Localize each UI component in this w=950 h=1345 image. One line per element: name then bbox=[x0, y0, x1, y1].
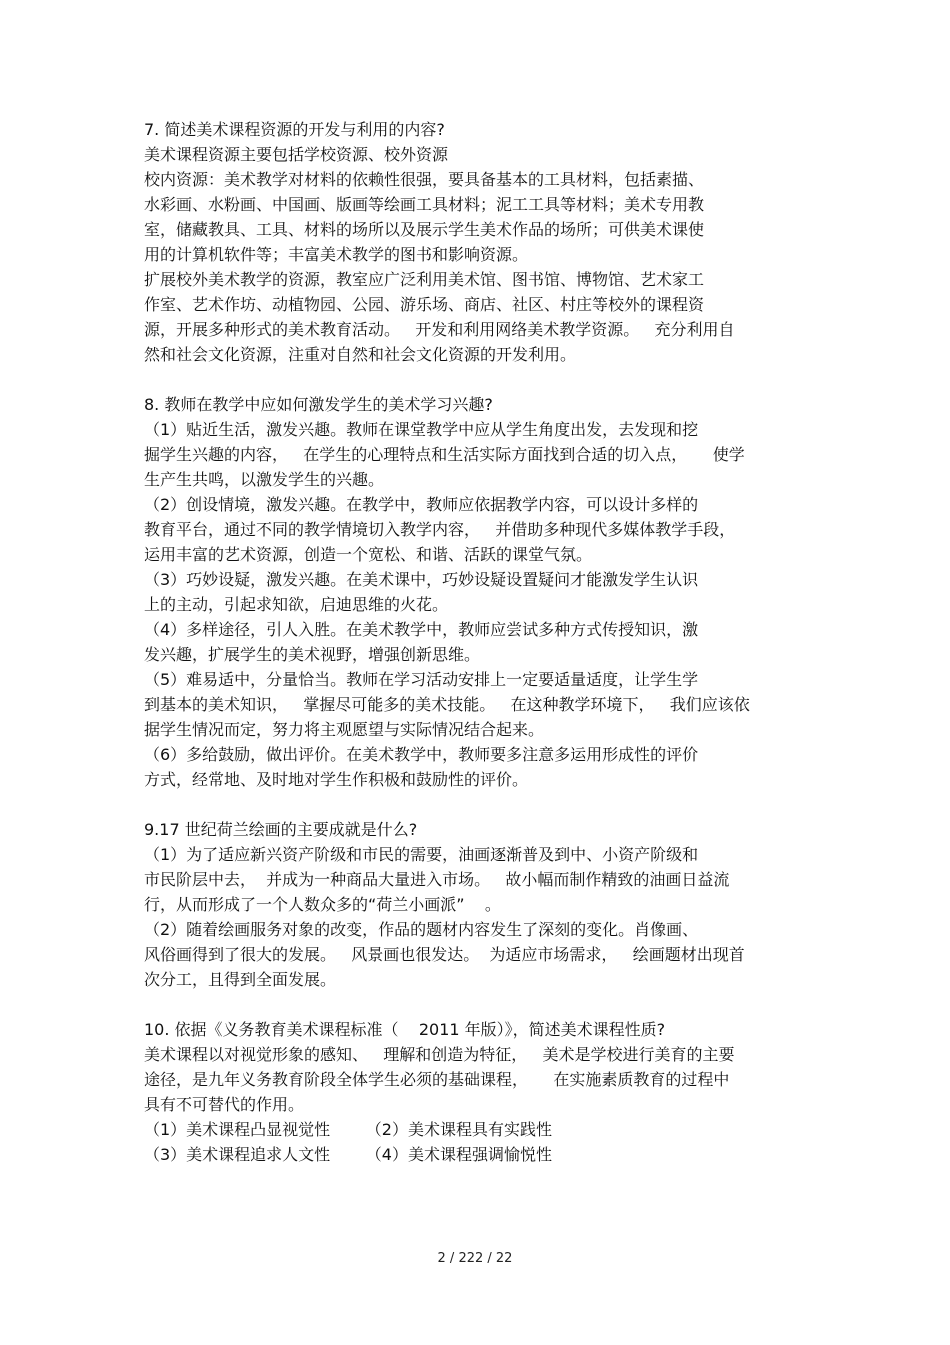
text-line: （1）为了适应新兴资产阶级和市民的需要，油画逐渐普及到中、小资产阶级和 bbox=[144, 845, 699, 864]
text-line: 行，从而形成了一个人数众多的“荷兰小画派” 。 bbox=[144, 895, 501, 914]
text-line: 风俗画得到了很大的发展。 风景画也很发达。 为适应市场需求， 绘画题材出现首 bbox=[144, 945, 745, 964]
text-line: 具有不可替代的作用。 bbox=[144, 1095, 305, 1114]
text-line: 发兴趣，扩展学生的美术视野，增强创新思维。 bbox=[144, 645, 481, 664]
text-line: 上的主动，引起求知欲，启迪思维的火花。 bbox=[144, 595, 449, 614]
text-line: 次分工，且得到全面发展。 bbox=[144, 970, 337, 989]
section-q9 bbox=[144, 817, 814, 992]
question-heading: 9.17 世纪荷兰绘画的主要成就是什么? bbox=[144, 820, 418, 839]
text-line: （6）多给鼓励，做出评价。在美术教学中，教师要多注意多运用形成性的评价 bbox=[144, 745, 699, 764]
text-line: （1）美术课程凸显视觉性 （2）美术课程具有实践性 bbox=[144, 1120, 552, 1139]
section-q7 bbox=[144, 117, 814, 367]
document-body bbox=[144, 117, 814, 1167]
text-line: （3）巧妙设疑，激发兴趣。在美术课中，巧妙设疑设置疑问才能激发学生认识 bbox=[144, 570, 699, 589]
text-line: 用的计算机软件等；丰富美术教学的图书和影响资源。 bbox=[144, 245, 529, 264]
text-line: （4）多样途径，引人入胜。在美术教学中，教师应尝试多种方式传授知识，激 bbox=[144, 620, 699, 639]
section-spacer bbox=[144, 367, 814, 392]
text-line: 美术课程资源主要包括学校资源、校外资源 bbox=[144, 145, 449, 164]
text-line: （1）贴近生活，激发兴趣。教师在课堂教学中应从学生角度出发，去发现和挖 bbox=[144, 420, 699, 439]
question-heading: 7. 简述美术课程资源的开发与利用的内容? bbox=[144, 120, 445, 139]
text-line: 运用丰富的艺术资源，创造一个宽松、和谐、活跃的课堂气氛。 bbox=[144, 545, 593, 564]
text-line: 校内资源：美术教学对材料的依赖性很强，要具备基本的工具材料，包括素描、 bbox=[144, 170, 705, 189]
text-line: 生产生共鸣，以激发学生的兴趣。 bbox=[144, 470, 385, 489]
text-line: （3）美术课程追求人文性 （4）美术课程强调愉悦性 bbox=[144, 1145, 552, 1164]
text-line: 扩展校外美术教学的资源，教室应广泛利用美术馆、图书馆、博物馆、艺术家工 bbox=[144, 270, 705, 289]
section-spacer bbox=[144, 792, 814, 817]
section-q8 bbox=[144, 392, 814, 792]
question-heading: 8. 教师在教学中应如何激发学生的美术学习兴趣? bbox=[144, 395, 493, 414]
text-line: 作室、艺术作坊、动植物园、公园、游乐场、商店、社区、村庄等校外的课程资 bbox=[144, 295, 705, 314]
text-line: 教育平台，通过不同的教学情境切入教学内容， 并借助多种现代多媒体教学手段， bbox=[144, 520, 736, 539]
text-line: 水彩画、水粉画、中国画、版画等绘画工具材料；泥工工具等材料；美术专用教 bbox=[144, 195, 705, 214]
text-line: 途径，是九年义务教育阶段全体学生必须的基础课程， 在实施素质教育的过程中 bbox=[144, 1070, 730, 1089]
text-line: 到基本的美术知识， 掌握尽可能多的美术技能。 在这种教学环境下， 我们应该依 bbox=[144, 695, 750, 714]
page-number: 2 / 222 / 22 bbox=[437, 1251, 513, 1266]
text-line: 市民阶层中去， 并成为一种商品大量进入市场。 故小幅而制作精致的油画日益流 bbox=[144, 870, 730, 889]
section-spacer bbox=[144, 992, 814, 1017]
section-q10 bbox=[144, 1017, 814, 1167]
text-line: 美术课程以对视觉形象的感知、 理解和创造为特征， 美术是学校进行美育的主要 bbox=[144, 1045, 735, 1064]
text-line: 掘学生兴趣的内容， 在学生的心理特点和生活实际方面找到合适的切入点， 使学 bbox=[144, 445, 745, 464]
text-line: 源，开展多种形式的美术教育活动。 开发和利用网络美术教学资源。 充分利用自 bbox=[144, 320, 735, 339]
text-line: （2）创设情境，激发兴趣。在教学中，教师应依据教学内容，可以设计多样的 bbox=[144, 495, 699, 514]
text-line: 室，储藏教具、工具、材料的场所以及展示学生美术作品的场所；可供美术课使 bbox=[144, 220, 705, 239]
text-line: 然和社会文化资源，注重对自然和社会文化资源的开发利用。 bbox=[144, 345, 577, 364]
question-heading: 10. 依据《义务教育美术课程标准（ 2011 年版）》，简述美术课程性质? bbox=[144, 1020, 666, 1039]
text-line: （5）难易适中，分量恰当。教师在学习活动安排上一定要适量适度，让学生学 bbox=[144, 670, 699, 689]
text-line: 据学生情况而定，努力将主观愿望与实际情况结合起来。 bbox=[144, 720, 545, 739]
text-line: 方式，经常地、及时地对学生作积极和鼓励性的评价。 bbox=[144, 770, 529, 789]
text-line: （2）随着绘画服务对象的改变，作品的题材内容发生了深刻的变化。肖像画、 bbox=[144, 920, 699, 939]
